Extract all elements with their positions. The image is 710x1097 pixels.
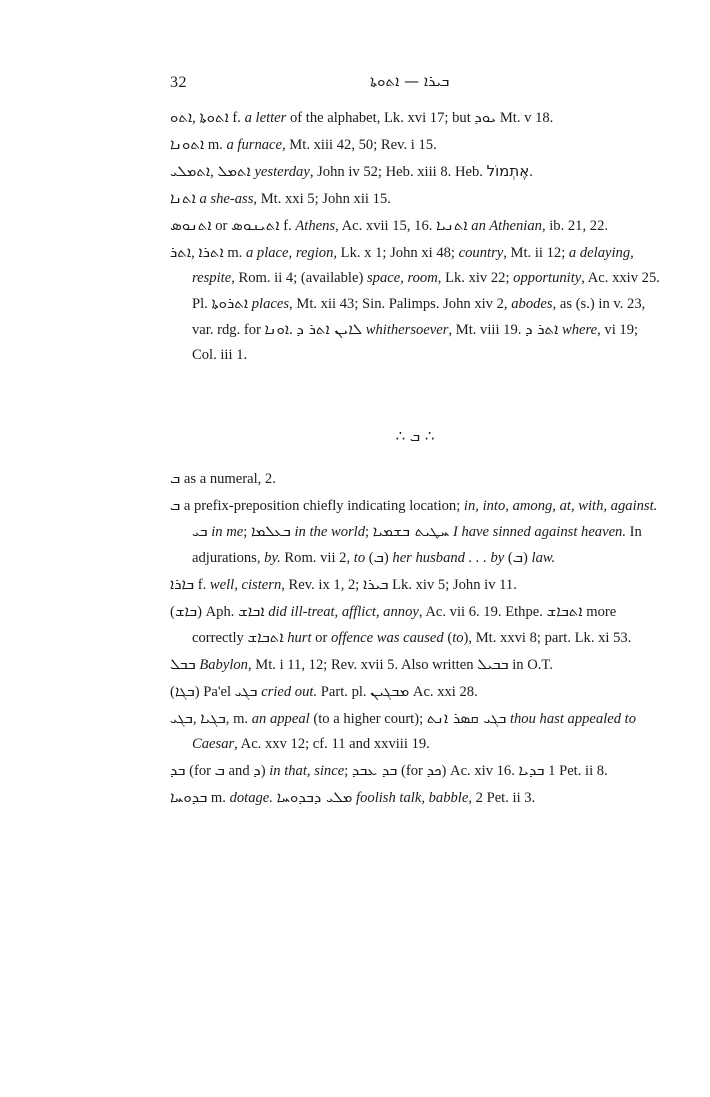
syriac-word: ܒ	[512, 548, 524, 566]
syriac-headword: ܐܬܡܠܝ	[170, 162, 211, 180]
syriac-word: ܡܠܝ ܕܒܕܘܚܐ	[276, 788, 353, 806]
syriac-headword: ܐܬܪ	[170, 243, 192, 261]
syriac-word: ܒܝܪܐ	[363, 575, 389, 593]
syriac-word: ܟܕ	[426, 761, 442, 779]
syriac-word: ܐܬܪܘܬܐ	[211, 294, 249, 312]
syriac-headword: ܒܕ	[170, 761, 186, 779]
syriac-headword: ܒܐܪܐ	[170, 575, 195, 593]
syriac-word: ܒܕ ܥܒܕ	[351, 761, 398, 779]
hebrew-word: אֶתְמוֹל	[486, 162, 530, 180]
syriac-headword: ܐܬܘܬܐ	[199, 108, 229, 126]
syriac-headword: ܒ	[170, 496, 181, 514]
entry-well: ܒܐܪܐ f. well, cistern, Rev. ix 1, 2; ܒܝܪܐ Lk. xiv 5; John iv 11.	[170, 575, 517, 593]
entry-ill-treat: (ܒܐܫ) Aph. ܐܒܐܫ did ill-treat, afflict, annoy, Ac. vii 6. 19. Ethpe. ܐܬܒܐܫ more correctly ܐܬܒܐܫ hurt or offence was caused (to), Mt. xxvi 8; part. Lk. xi 53.	[170, 602, 632, 646]
page-header	[170, 72, 660, 98]
entry-b-preposition: ܒ a prefix-preposition chiefly indicating location; in, into, among, at, with, against. ܒܝ in me; ܒܥܠܡܐ in the world; ܚܛܝܬ ܒܫܡܝܐ I have sinned against heaven. In adjurations, by. Rom. vii 2, to (ܒ) her husband . . . by (ܒ) law.	[170, 496, 658, 566]
syriac-headword: ܐܬܘܢܐ	[170, 135, 205, 153]
syriac-word: ܡܒܓܝܢ	[370, 682, 410, 700]
syriac-word: ܒܥܠܡܐ	[250, 522, 291, 540]
syriac-word: ܒ	[214, 761, 225, 779]
syriac-word: ܒܓܝ	[234, 682, 258, 700]
syriac-word: ܚܛܝܬ ܒܫܡܝܐ	[372, 522, 450, 540]
syriac-headword: ܐܬܘ	[170, 108, 193, 126]
entry-dotage: ܒܕܘܚܐ m. dotage. ܡܠܝ ܕܒܕܘܚܐ foolish talk, babble, 2 Pet. ii 3.	[170, 788, 536, 806]
entry-athens: ܐܬܢܘܣ or ܐܬܝܢܘܣ f. Athens, Ac. xvii 15, 16. ܐܬܢܝܐ an Athenian, ib. 21, 22.	[170, 216, 609, 234]
syriac-headword: ܒܕܘܚܐ	[170, 788, 208, 806]
syriac-word: ܐܒܐܫ	[238, 602, 265, 620]
syriac-word: ܐܬܒܐܫ	[247, 628, 284, 646]
syriac-word: ܐܬܪ ܕ	[525, 320, 559, 338]
syriac-headword: ܐܬܡܠ	[217, 162, 251, 180]
section-divider: ∴ ܒ ∴	[395, 427, 435, 445]
syriac-headword: ܒܓܐ	[174, 682, 195, 700]
syriac-word: ܐܬܒܐܫ	[546, 602, 583, 620]
entry-letter: ܐܬܘ, ܐܬܘܬܐ f. a letter of the alphabet, Lk. xvi 17; but ܝܘܕ Mt. v 18.	[170, 108, 554, 126]
syriac-word: ܒܓܝ ܩܣܪ ܐܢܬ	[426, 709, 507, 727]
syriac-word: ܒܒܝܠ	[477, 655, 509, 673]
running-head: ܒܝܪܐ — ܐܬܘܬܐ	[370, 72, 450, 90]
syriac-headword: ܒܓܝܐ	[200, 709, 226, 727]
entry-b-numeral: ܒ as a numeral, 2.	[170, 469, 276, 487]
entry-furnace: ܐܬܘܢܐ m. a furnace, Mt. xiii 42, 50; Rev. i 15.	[170, 135, 437, 153]
entry-cried-out: (ܒܓܐ) Pa'el ܒܓܝ cried out. Part. pl. ܡܒܓܝܢ Ac. xxi 28.	[170, 682, 478, 700]
syriac-headword: ܒܓܝ	[170, 709, 193, 727]
entry-babylon: ܒܒܠ Babylon, Mt. i 11, 12; Rev. xvii 5. Also written ܒܒܝܠ in O.T.	[170, 655, 553, 673]
syriac-word: ܠܐܝܢ ܐܬܪ ܕ	[296, 320, 363, 338]
syriac-word: ܒܕܝܐ	[518, 761, 545, 779]
syriac-word: ܒ	[373, 548, 384, 566]
syriac-headword: ܐܬܢܘܣ	[170, 216, 212, 234]
entry-since: ܒܕ (for ܒ and ܕ) in that, since; ܒܕ ܥܒܕ (for ܟܕ) Ac. xiv 16. ܒܕܝܐ 1 Pet. ii 8.	[170, 761, 608, 779]
syriac-headword: ܐܬܝܢܘܣ	[231, 216, 280, 234]
syriac-headword: ܐܬܢܐ	[170, 189, 196, 207]
page-number: 32	[170, 74, 187, 91]
syriac-headword: ܒܐܫ	[174, 602, 198, 620]
entry-yesterday: ܐܬܡܠܝ, ܐܬܡܠ yesterday, John iv 52; Heb. xiii 8. Heb. אֶתְמוֹל.	[170, 162, 533, 180]
syriac-word: ܕ	[253, 761, 261, 779]
entry-place: ܐܬܪ, ܐܬܪܐ m. a place, region, Lk. x 1; John xi 48; country, Mt. ii 12; a delaying, respite, Rom. ii 4; (available) space, room, Lk. xiv 22; opportunity, Ac. xxiv 25. Pl. ܐܬܪܘܬܐ places, Mt. xii 43; Sin. Palimps. John xiv 2, abodes, as (s.) in v. 23, var. rdg. for ܐܘܢܐ. ܠܐܝܢ ܐܬܪ ܕ whithersoever, Mt. viii 19. ܐܬܪ ܕ where, vi 19; Col. iii 1.	[170, 243, 660, 363]
entry-appeal: ܒܓܝ, ܒܓܝܐ, m. an appeal (to a higher court); ܒܓܝ ܩܣܪ ܐܢܬ thou hast appealed to Caesar, Ac. xxv 12; cf. 11 and xxviii 19.	[170, 709, 637, 752]
syriac-word: ܐܘܢܐ	[264, 320, 290, 338]
syriac-word: ܐܬܢܝܐ	[436, 216, 468, 234]
syriac-headword: ܐܬܪܐ	[198, 243, 224, 261]
entry-she-ass: ܐܬܢܐ a she-ass, Mt. xxi 5; John xii 15.	[170, 189, 391, 207]
syriac-headword: ܒܒܠ	[170, 655, 196, 673]
page-body	[170, 105, 660, 811]
syriac-word: ܒܝ	[192, 522, 208, 540]
syriac-word: ܝܘܕ	[474, 108, 497, 126]
syriac-headword: ܒ	[170, 469, 181, 487]
